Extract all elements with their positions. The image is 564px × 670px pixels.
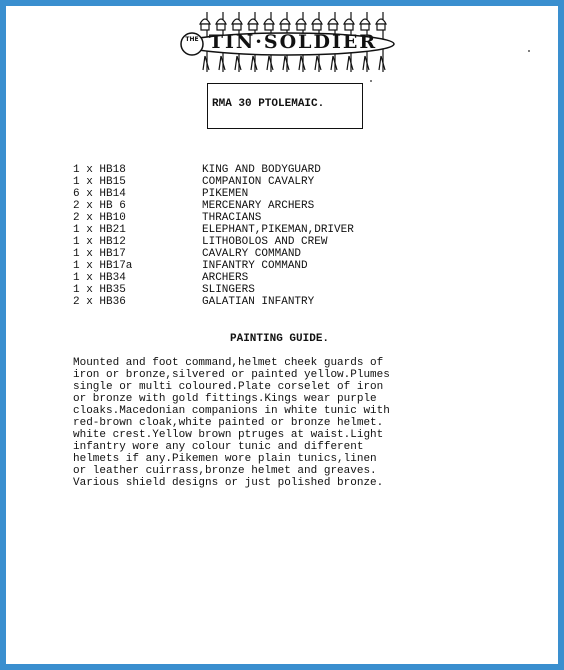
guide-line: white crest.Yellow brown ptruges at waist.Light	[73, 429, 384, 441]
guide-line: Mounted and foot command,helmet cheek guards of	[73, 357, 384, 369]
item-description: GALATIAN INFANTRY	[202, 296, 315, 308]
tin-soldier-logo	[176, 10, 396, 74]
list-item	[73, 188, 393, 200]
item-code: 2 x HB36	[73, 296, 126, 308]
list-item	[73, 248, 393, 260]
list-item	[73, 296, 393, 308]
guide-line: or leather cuirrass,bronze helmet and greaves.	[73, 465, 377, 477]
item-code: 1 x HB34	[73, 272, 126, 284]
list-item	[73, 284, 393, 296]
item-code: 2 x HB 6	[73, 200, 126, 212]
list-item	[73, 176, 393, 188]
item-description: SLINGERS	[202, 284, 255, 296]
list-item	[73, 236, 393, 248]
list-item	[73, 224, 393, 236]
item-description: PIKEMEN	[202, 188, 249, 200]
scan-speck	[370, 80, 372, 82]
logo-the-text: THE	[185, 36, 199, 43]
item-code: 1 x HB12	[73, 236, 126, 248]
item-description: ARCHERS	[202, 272, 249, 284]
item-description: LITHOBOLOS AND CREW	[202, 236, 328, 248]
item-code: 2 x HB10	[73, 212, 126, 224]
guide-line: or bronze with gold fittings.Kings wear purple	[73, 393, 377, 405]
guide-line: helmets if any.Pikemen wore plain tunics,linen	[73, 453, 377, 465]
guide-line: cloaks.Macedonian companions in white tunic with	[73, 405, 390, 417]
item-code: 1 x HB18	[73, 164, 126, 176]
item-code: 1 x HB35	[73, 284, 126, 296]
item-code: 1 x HB17a	[73, 260, 133, 272]
guide-line: red-brown cloak,white painted or bronze helmet.	[73, 417, 384, 429]
list-item	[73, 272, 393, 284]
item-description: THRACIANS	[202, 212, 262, 224]
item-description: ELEPHANT,PIKEMAN,DRIVER	[202, 224, 354, 236]
guide-line: iron or bronze,silvered or painted yellow.Plumes	[73, 369, 390, 381]
logo-name-text: TIN·SOLDIER	[208, 31, 378, 53]
item-code: 1 x HB17	[73, 248, 126, 260]
painting-guide-heading: PAINTING GUIDE.	[230, 333, 330, 345]
guide-line: single or multi coloured.Plate corselet of iron	[73, 381, 384, 393]
item-list	[73, 164, 393, 308]
item-description: KING AND BODYGUARD	[202, 164, 321, 176]
list-item	[73, 260, 393, 272]
item-code: 1 x HB21	[73, 224, 126, 236]
guide-line: infantry wore any colour tunic and different	[73, 441, 364, 453]
list-item	[73, 200, 393, 212]
item-description: COMPANION CAVALRY	[202, 176, 315, 188]
list-item	[73, 164, 393, 176]
painting-guide-text	[73, 357, 433, 489]
item-description: INFANTRY COMMAND	[202, 260, 308, 272]
item-description: CAVALRY COMMAND	[202, 248, 302, 260]
item-code: 6 x HB14	[73, 188, 126, 200]
item-description: MERCENARY ARCHERS	[202, 200, 315, 212]
guide-line: Various shield designs or just polished bronze.	[73, 477, 384, 489]
list-item	[73, 212, 393, 224]
item-code: 1 x HB15	[73, 176, 126, 188]
document-page	[6, 6, 558, 664]
army-title: RMA 30 PTOLEMAIC.	[212, 98, 325, 110]
scan-speck	[528, 50, 530, 52]
army-title-box	[207, 83, 363, 129]
